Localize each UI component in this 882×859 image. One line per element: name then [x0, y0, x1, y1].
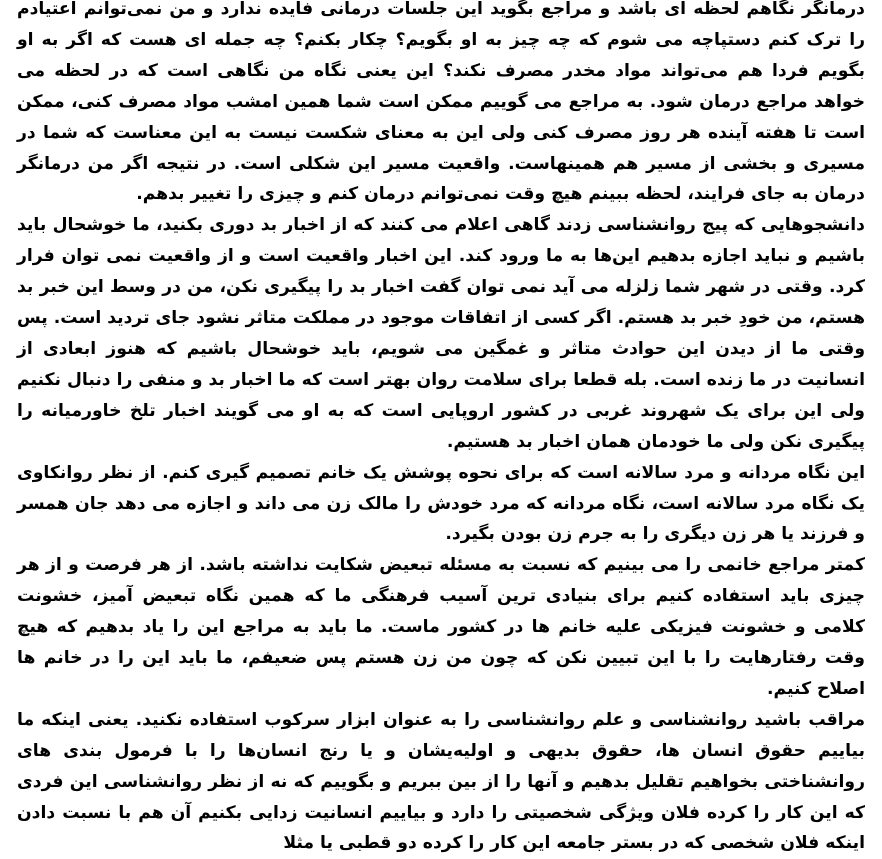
paragraph: درمانگر نگاهم لحظه ای باشد و مراجع بگوید این جلسات درمانی فایده ندارد و من نمی‌توانم اعتیادم را ترک کنم دستپاچه می شوم که چه چیز به او بگویم؟ چکار بکنم؟ چه جمله ای هست که اگر به او بگویم فردا هم می‌تواند مواد مخدر مصرف نکند؟ این یعنی نگاه من نگاهی است که در لحظه می خواهد مراجع درمان شود. به مراجع می گوییم ممکن است شما همین امشب مواد مصرف کنی، ممکن است تا هفته آینده هر روز مصرف کنی ولی این به معنای شکست نیست به این معناست که شما در مسیری و بخشی از مسیر هم همینهاست. واقعیت مسیر این شکلی است. در نتیجه اگر من درمانگر درمان به جای فرایند، لحظه ببینم هیچ وقت نمی‌توانم درمان کنم و چیزی را تغییر بدهم. [17, 0, 865, 205]
paragraph: مراقب باشید روانشناسی و علم روانشناسی را به عنوان ابزار سرکوب استفاده نکنید. یعنی اینکه ما بیاییم حقوق انسان ها، حقوق بدیهی و اولیه‌یشان و یا رنج انسان‌ها را با فرمول بندی های روانشناختی بخواهیم تقلیل بدهیم و آنها را از بین ببریم و بگوییم که نه از نظر روانشناسی این فردی که این کار را کرده فلان ویژگی شخصیتی را دارد و بیاییم انسانیت زدایی بکنیم آن هم با نسبت دادن اینکه فلان شخصی که در بستر جامعه این کار را کرده دو قطبی یا مثلا [17, 709, 865, 854]
document-body [17, 0, 865, 859]
paragraph: دانشجوهایی که پیج روانشناسی زدند گاهی اعلام می کنند که از اخبار بد دوری بکنید، ما خوشحال باید باشیم و نباید اجازه بدهیم این‌ها به ما ورود کند. این اخبار واقعیت است و از واقعیت نمی توان فرار کرد. وقتی در شهر شما زلزله می آید نمی توان گفت اخبار بد را پیگیری نکن، من در وسط این خبر بد هستم، من خودِ خبر بد هستم. اگر کسی از اتفاقات موجود در مملکت متاثر نشود جای تردید است. پس وقتی ما از دیدن این حوادث متاثر و غمگین می شویم، باید خوشحال باشیم که هنوز ابعادی از انسانیت در ما زنده است. بله قطعا برای سلامت روان بهتر است که ما اخبار بد و منفی را دنبال نکنیم ولی این برای یک شهروند غربی در کشور اروپایی است که به او می گویند اخبار تلخ خاورمیانه را پیگیری نکن ولی ما خودمان همان اخبار بد هستیم. [16, 215, 865, 452]
paragraph: کمتر مراجع خانمی را می بینیم که نسبت به مسئله تبعیض شکایت نداشته باشد. از هر فرصت و از هر چیزی باید استفاده کنیم برای بنیادی ترین آسیب فرهنگی ما که همین نگاه تبعیض آمیز، خشونت کلامی و خشونت فیزیکی علیه خانم ها در کشور ماست. ما باید به مراجع این را یاد بدهیم که هیچ وقت رفتارهایت را با این تبیین نکن که چون من زن هستم پس ضعیفم، ما باید این را در خانم ها اصلاح کنیم. [17, 555, 865, 699]
paragraph: این نگاه مردانه و مرد سالانه است که برای نحوه پوشش یک خانم تصمیم گیری کنم. از نظر روانکاوی یک نگاه مرد سالانه است، نگاه مردانه که مرد خودش را مالک زن می داند و اجازه می دهد جان همسر و فرزند یا هر زن دیگری را به جرم زن بودن بگیرد. [17, 462, 865, 545]
